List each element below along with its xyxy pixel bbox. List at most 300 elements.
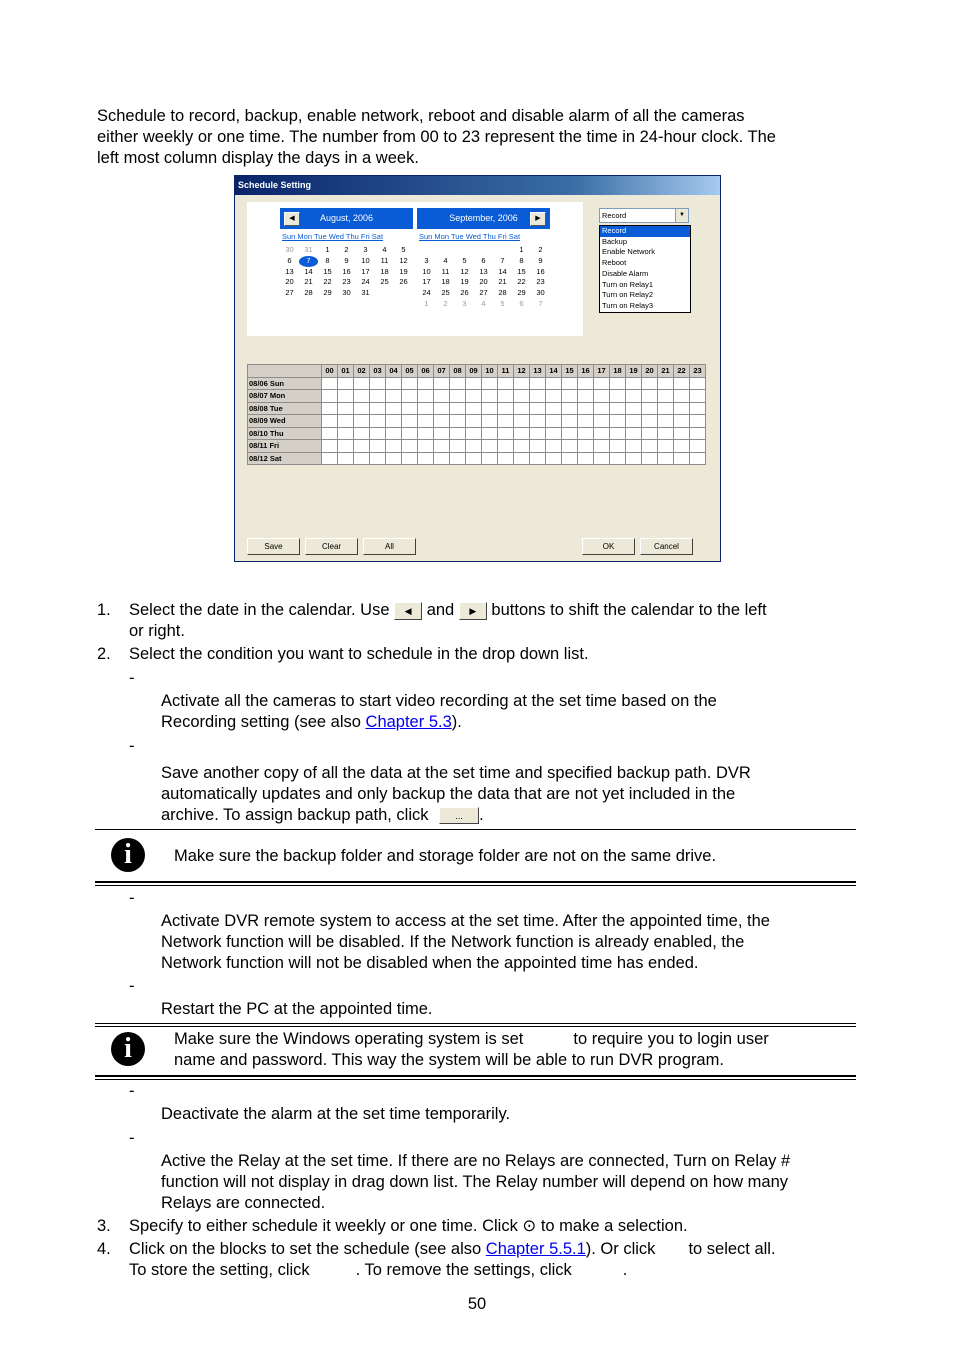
schedule-cell[interactable] (658, 440, 674, 453)
calendar-day[interactable]: 4 (481, 298, 486, 308)
schedule-cell[interactable] (482, 452, 498, 465)
schedule-cell[interactable] (498, 402, 514, 415)
schedule-cell[interactable] (546, 377, 562, 390)
hour-header[interactable]: 21 (658, 365, 674, 378)
step-3-text: Specify to either schedule it weekly or one time. Click ⊙ to make a selection. (129, 1217, 688, 1235)
schedule-cell[interactable] (466, 377, 482, 390)
calendar-day[interactable]: 31 (304, 245, 313, 254)
day-row-header[interactable]: 08/08 Tue (248, 402, 322, 415)
schedule-cell[interactable] (338, 452, 354, 465)
schedule-cell[interactable] (418, 415, 434, 428)
schedule-cell[interactable] (530, 402, 546, 415)
calendar-day[interactable]: 12 (460, 266, 469, 276)
all-button[interactable]: All (363, 538, 416, 555)
schedule-cell[interactable] (514, 402, 530, 415)
calendar-day[interactable]: 3 (363, 245, 368, 254)
condition-option[interactable]: Turn on Relay2 (602, 290, 653, 300)
schedule-cell[interactable] (402, 452, 418, 465)
schedule-cell[interactable] (610, 427, 626, 440)
calendar-day[interactable]: 14 (498, 266, 507, 276)
calendar-day[interactable]: 6 (481, 255, 486, 265)
schedule-cell[interactable] (578, 390, 594, 403)
schedule-cell[interactable] (338, 377, 354, 390)
calendar-day[interactable]: 8 (519, 255, 524, 265)
schedule-cell[interactable] (450, 427, 466, 440)
hour-header[interactable]: 13 (530, 365, 546, 378)
schedule-cell[interactable] (402, 377, 418, 390)
calendar-day[interactable]: 23 (536, 277, 545, 287)
schedule-cell[interactable] (690, 390, 706, 403)
schedule-cell[interactable] (402, 415, 418, 428)
schedule-cell[interactable] (466, 390, 482, 403)
schedule-cell[interactable] (370, 402, 386, 415)
calendar-day[interactable]: 15 (517, 266, 526, 276)
calendar-day[interactable]: 24 (422, 288, 431, 298)
calendar-day[interactable]: 12 (399, 255, 408, 265)
schedule-cell[interactable] (466, 440, 482, 453)
schedule-cell[interactable] (658, 415, 674, 428)
calendar-day[interactable]: 3 (424, 255, 429, 265)
calendar-day[interactable]: 9 (344, 255, 349, 265)
schedule-cell[interactable] (338, 440, 354, 453)
calendar-day[interactable]: 13 (285, 266, 294, 276)
schedule-cell[interactable] (434, 390, 450, 403)
condition-dropdown[interactable] (599, 208, 689, 223)
note-2-text-b: to require you to login user (573, 1030, 769, 1048)
hour-header[interactable]: 09 (466, 365, 482, 378)
schedule-cell[interactable] (338, 427, 354, 440)
schedule-cell[interactable] (594, 377, 610, 390)
calendar-day[interactable]: 26 (399, 277, 408, 287)
calendar-day[interactable]: 1 (325, 245, 330, 254)
calendar-day[interactable]: 8 (325, 255, 330, 265)
schedule-cell[interactable] (514, 427, 530, 440)
calendar-day[interactable]: 2 (443, 298, 448, 308)
schedule-cell[interactable] (370, 390, 386, 403)
schedule-cell[interactable] (514, 452, 530, 465)
calendar-day[interactable]: 11 (380, 255, 389, 265)
schedule-cell[interactable] (498, 377, 514, 390)
schedule-cell[interactable] (434, 427, 450, 440)
schedule-cell[interactable] (434, 402, 450, 415)
schedule-cell[interactable] (658, 390, 674, 403)
calendar-day[interactable]: 5 (401, 245, 406, 254)
condition-option[interactable]: Turn on Relay3 (602, 300, 653, 310)
calendar-day[interactable]: 16 (342, 266, 351, 276)
schedule-cell[interactable] (418, 402, 434, 415)
schedule-cell[interactable] (530, 440, 546, 453)
prev-month-button[interactable]: ◀ (284, 212, 300, 226)
schedule-cell[interactable] (546, 427, 562, 440)
day-row-header[interactable]: 08/10 Thu (248, 427, 322, 440)
calendar-day[interactable]: 4 (382, 245, 387, 254)
schedule-cell[interactable] (578, 427, 594, 440)
schedule-cell[interactable] (322, 402, 338, 415)
schedule-cell[interactable] (402, 390, 418, 403)
schedule-cell[interactable] (626, 415, 642, 428)
schedule-cell[interactable] (530, 377, 546, 390)
relay-line-2: function will not display in drag down list. The Relay number will depend on how many (161, 1173, 789, 1191)
chapter-5-5-1-link[interactable]: Chapter 5.5.1 (485, 1240, 586, 1258)
step-1-number: 1. (97, 601, 111, 619)
hour-header[interactable]: 02 (354, 365, 370, 378)
calendar-day[interactable]: 13 (479, 266, 488, 276)
schedule-cell[interactable] (418, 440, 434, 453)
schedule-cell[interactable] (354, 402, 370, 415)
schedule-cell[interactable] (642, 415, 658, 428)
calendar-day[interactable]: 18 (441, 277, 450, 287)
hour-header[interactable]: 14 (546, 365, 562, 378)
schedule-cell[interactable] (482, 390, 498, 403)
hour-header[interactable]: 12 (514, 365, 530, 378)
calendar-day[interactable]: 29 (517, 288, 526, 298)
calendar-day[interactable]: 4 (443, 255, 448, 265)
schedule-cell[interactable] (386, 390, 402, 403)
calendar-day[interactable]: 7 (299, 256, 318, 267)
schedule-cell[interactable] (690, 427, 706, 440)
hour-header[interactable]: 06 (418, 365, 434, 378)
schedule-cell[interactable] (674, 415, 690, 428)
cancel-button[interactable]: Cancel (640, 538, 693, 555)
hour-header[interactable]: 00 (322, 365, 338, 378)
schedule-cell[interactable] (386, 452, 402, 465)
schedule-cell[interactable] (530, 390, 546, 403)
schedule-cell[interactable] (322, 377, 338, 390)
schedule-cell[interactable] (530, 452, 546, 465)
schedule-cell[interactable] (642, 440, 658, 453)
calendar-day[interactable]: 27 (479, 288, 488, 298)
calendar-day[interactable]: 31 (361, 288, 370, 298)
calendar-day[interactable]: 27 (285, 288, 294, 298)
schedule-grid[interactable] (247, 364, 706, 465)
hour-header[interactable]: 03 (370, 365, 386, 378)
clear-button[interactable]: Clear (305, 538, 358, 555)
schedule-cell[interactable] (658, 452, 674, 465)
schedule-cell[interactable] (674, 452, 690, 465)
calendar-day[interactable]: 11 (441, 266, 450, 276)
calendar-day[interactable]: 5 (462, 255, 467, 265)
schedule-cell[interactable] (322, 415, 338, 428)
september-days[interactable] (417, 245, 550, 310)
schedule-cell[interactable] (482, 427, 498, 440)
schedule-cell[interactable] (690, 402, 706, 415)
network-line-3: Network function will not be disabled when the appointed time has ended. (161, 954, 699, 972)
chevron-down-icon[interactable]: ▼ (675, 209, 688, 222)
calendar-day[interactable]: 30 (342, 288, 351, 298)
calendar-day[interactable]: 24 (361, 277, 370, 287)
calendar-day[interactable]: 6 (287, 255, 292, 265)
chapter-5-3-link[interactable]: Chapter 5.3 (365, 713, 452, 731)
schedule-cell[interactable] (626, 452, 642, 465)
schedule-cell[interactable] (498, 427, 514, 440)
condition-option[interactable]: Disable Alarm (602, 268, 649, 278)
schedule-cell[interactable] (338, 390, 354, 403)
ok-button[interactable]: OK (582, 538, 635, 555)
calendar-day[interactable]: 3 (462, 298, 467, 308)
schedule-cell[interactable] (546, 440, 562, 453)
schedule-cell[interactable] (482, 415, 498, 428)
hour-header[interactable]: 01 (338, 365, 354, 378)
day-row-header[interactable]: 08/12 Sat (248, 452, 322, 465)
schedule-cell[interactable] (434, 377, 450, 390)
calendar-day[interactable]: 30 (285, 245, 294, 254)
note-1-bottom-rule (95, 881, 856, 883)
hour-header[interactable]: 08 (450, 365, 466, 378)
calendar-day[interactable]: 30 (536, 288, 545, 298)
calendar-day[interactable]: 18 (380, 266, 389, 276)
schedule-cell[interactable] (594, 402, 610, 415)
schedule-cell[interactable] (546, 402, 562, 415)
hour-header[interactable]: 11 (498, 365, 514, 378)
schedule-cell[interactable] (530, 415, 546, 428)
schedule-cell[interactable] (658, 427, 674, 440)
schedule-cell[interactable] (450, 402, 466, 415)
schedule-cell[interactable] (354, 440, 370, 453)
calendar-day[interactable]: 28 (498, 288, 507, 298)
schedule-cell[interactable] (594, 415, 610, 428)
calendar-day[interactable]: 14 (304, 266, 313, 276)
calendar-day[interactable]: 19 (460, 277, 469, 287)
calendar-day[interactable]: 10 (361, 255, 370, 265)
schedule-cell[interactable] (402, 427, 418, 440)
august-days[interactable] (280, 245, 413, 299)
schedule-cell[interactable] (466, 415, 482, 428)
schedule-cell[interactable] (450, 452, 466, 465)
calendar-day[interactable]: 26 (460, 288, 469, 298)
schedule-cell[interactable] (610, 377, 626, 390)
calendar-day[interactable]: 25 (380, 277, 389, 287)
schedule-cell[interactable] (370, 427, 386, 440)
schedule-cell[interactable] (610, 402, 626, 415)
calendar-day[interactable]: 5 (500, 298, 505, 308)
schedule-cell[interactable] (322, 427, 338, 440)
schedule-cell[interactable] (370, 452, 386, 465)
schedule-row (248, 402, 706, 415)
schedule-cell[interactable] (578, 402, 594, 415)
calendar-day[interactable]: 22 (323, 277, 332, 287)
schedule-cell[interactable] (322, 390, 338, 403)
schedule-cell[interactable] (450, 390, 466, 403)
hour-header[interactable]: 16 (578, 365, 594, 378)
hour-header[interactable]: 05 (402, 365, 418, 378)
schedule-cell[interactable] (498, 440, 514, 453)
schedule-cell[interactable] (370, 377, 386, 390)
schedule-cell[interactable] (498, 452, 514, 465)
condition-option[interactable]: Reboot (602, 258, 627, 268)
schedule-cell[interactable] (562, 415, 578, 428)
calendar-day[interactable]: 20 (285, 277, 294, 287)
condition-options-list[interactable] (599, 225, 691, 313)
schedule-cell[interactable] (658, 377, 674, 390)
calendar-day[interactable]: 6 (519, 298, 524, 308)
calendar-day[interactable]: 23 (342, 277, 351, 287)
schedule-cell[interactable] (578, 415, 594, 428)
schedule-cell[interactable] (578, 452, 594, 465)
schedule-cell[interactable] (530, 427, 546, 440)
schedule-cell[interactable] (562, 402, 578, 415)
calendar-day[interactable]: 7 (500, 255, 505, 265)
schedule-cell[interactable] (514, 440, 530, 453)
schedule-cell[interactable] (354, 390, 370, 403)
schedule-cell[interactable] (626, 402, 642, 415)
calendar-day[interactable]: 22 (517, 277, 526, 287)
schedule-cell[interactable] (610, 440, 626, 453)
schedule-cell[interactable] (466, 402, 482, 415)
schedule-cell[interactable] (594, 427, 610, 440)
hour-header[interactable]: 23 (690, 365, 706, 378)
schedule-cell[interactable] (626, 390, 642, 403)
schedule-cell[interactable] (626, 440, 642, 453)
schedule-cell[interactable] (674, 427, 690, 440)
schedule-cell[interactable] (562, 440, 578, 453)
schedule-cell[interactable] (450, 415, 466, 428)
schedule-cell[interactable] (386, 402, 402, 415)
hour-header[interactable]: 19 (626, 365, 642, 378)
schedule-cell[interactable] (450, 377, 466, 390)
calendar-day[interactable]: 1 (424, 298, 429, 308)
schedule-cell[interactable] (642, 452, 658, 465)
day-row-header[interactable]: 08/07 Mon (248, 390, 322, 403)
condition-option[interactable]: Record (600, 226, 690, 237)
calendar-day[interactable]: 17 (361, 266, 370, 276)
schedule-cell[interactable] (674, 377, 690, 390)
save-button[interactable]: Save (247, 538, 300, 555)
schedule-cell[interactable] (626, 427, 642, 440)
hour-header[interactable]: 18 (610, 365, 626, 378)
schedule-cell[interactable] (482, 402, 498, 415)
calendar-day[interactable]: 29 (323, 288, 332, 298)
schedule-cell[interactable] (354, 452, 370, 465)
schedule-cell[interactable] (354, 415, 370, 428)
schedule-cell[interactable] (610, 452, 626, 465)
condition-option[interactable]: Enable Network (602, 247, 655, 257)
schedule-cell[interactable] (370, 415, 386, 428)
schedule-cell[interactable] (674, 402, 690, 415)
schedule-cell[interactable] (386, 427, 402, 440)
schedule-cell[interactable] (386, 440, 402, 453)
schedule-cell[interactable] (610, 415, 626, 428)
schedule-cell[interactable] (418, 377, 434, 390)
calendar-day[interactable]: 2 (538, 245, 543, 254)
calendar-day[interactable]: 7 (538, 298, 543, 308)
schedule-cell[interactable] (338, 402, 354, 415)
schedule-cell[interactable] (546, 390, 562, 403)
calendar-day[interactable]: 25 (441, 288, 450, 298)
schedule-cell[interactable] (498, 390, 514, 403)
schedule-cell[interactable] (466, 427, 482, 440)
calendar-day[interactable]: 9 (538, 255, 543, 265)
next-month-button[interactable]: ▶ (530, 212, 546, 226)
calendar-day[interactable]: 20 (479, 277, 488, 287)
schedule-cell[interactable] (642, 390, 658, 403)
schedule-cell[interactable] (626, 377, 642, 390)
schedule-cell[interactable] (594, 452, 610, 465)
day-row-header[interactable]: 08/09 Wed (248, 415, 322, 428)
schedule-cell[interactable] (674, 390, 690, 403)
schedule-cell[interactable] (482, 377, 498, 390)
schedule-cell[interactable] (690, 452, 706, 465)
condition-option[interactable]: Backup (602, 236, 628, 246)
schedule-cell[interactable] (386, 415, 402, 428)
info-icon: i (111, 838, 145, 872)
hour-header[interactable]: 20 (642, 365, 658, 378)
calendar-day[interactable]: 16 (536, 266, 545, 276)
schedule-cell[interactable] (450, 440, 466, 453)
schedule-cell[interactable] (642, 402, 658, 415)
hour-header[interactable]: 17 (594, 365, 610, 378)
calendar-day[interactable]: 10 (422, 266, 431, 276)
schedule-cell[interactable] (642, 427, 658, 440)
schedule-cell[interactable] (482, 440, 498, 453)
schedule-cell[interactable] (354, 427, 370, 440)
schedule-cell[interactable] (578, 377, 594, 390)
schedule-cell[interactable] (466, 452, 482, 465)
schedule-cell[interactable] (642, 377, 658, 390)
schedule-cell[interactable] (370, 440, 386, 453)
hour-header[interactable]: 04 (386, 365, 402, 378)
calendar-day[interactable]: 28 (304, 288, 313, 298)
schedule-cell[interactable] (418, 452, 434, 465)
calendar-day[interactable]: 1 (519, 245, 524, 254)
schedule-cell[interactable] (674, 440, 690, 453)
schedule-cell[interactable] (322, 440, 338, 453)
schedule-cell[interactable] (562, 427, 578, 440)
schedule-cell[interactable] (498, 415, 514, 428)
schedule-cell[interactable] (354, 377, 370, 390)
day-row-header[interactable]: 08/06 Sun (248, 377, 322, 390)
schedule-cell[interactable] (434, 415, 450, 428)
schedule-cell[interactable] (434, 452, 450, 465)
calendar-day[interactable]: 19 (399, 266, 408, 276)
hour-header[interactable]: 07 (434, 365, 450, 378)
schedule-cell[interactable] (578, 440, 594, 453)
schedule-cell[interactable] (594, 440, 610, 453)
schedule-cell[interactable] (322, 452, 338, 465)
hour-header[interactable]: 10 (482, 365, 498, 378)
schedule-cell[interactable] (690, 415, 706, 428)
schedule-cell[interactable] (594, 390, 610, 403)
schedule-cell[interactable] (434, 440, 450, 453)
schedule-cell[interactable] (338, 415, 354, 428)
schedule-cell[interactable] (562, 452, 578, 465)
schedule-cell[interactable] (514, 415, 530, 428)
schedule-cell[interactable] (562, 377, 578, 390)
condition-option[interactable]: Turn on Relay1 (602, 279, 653, 289)
schedule-cell[interactable] (402, 440, 418, 453)
schedule-cell[interactable] (658, 402, 674, 415)
calendar-day[interactable]: 17 (422, 277, 431, 287)
calendar-day[interactable]: 2 (344, 245, 349, 254)
schedule-cell[interactable] (418, 427, 434, 440)
calendar-day[interactable]: 15 (323, 266, 332, 276)
schedule-cell[interactable] (514, 390, 530, 403)
calendar-day[interactable]: 21 (498, 277, 507, 287)
schedule-cell[interactable] (386, 377, 402, 390)
schedule-cell[interactable] (514, 377, 530, 390)
schedule-cell[interactable] (402, 402, 418, 415)
schedule-cell[interactable] (610, 390, 626, 403)
schedule-cell[interactable] (418, 390, 434, 403)
day-row-header[interactable]: 08/11 Fri (248, 440, 322, 453)
hour-header[interactable]: 22 (674, 365, 690, 378)
schedule-cell[interactable] (690, 440, 706, 453)
schedule-cell[interactable] (546, 415, 562, 428)
schedule-cell[interactable] (546, 452, 562, 465)
schedule-cell[interactable] (562, 390, 578, 403)
hour-header[interactable]: 15 (562, 365, 578, 378)
calendar-day[interactable]: 21 (304, 277, 313, 287)
schedule-cell[interactable] (690, 377, 706, 390)
